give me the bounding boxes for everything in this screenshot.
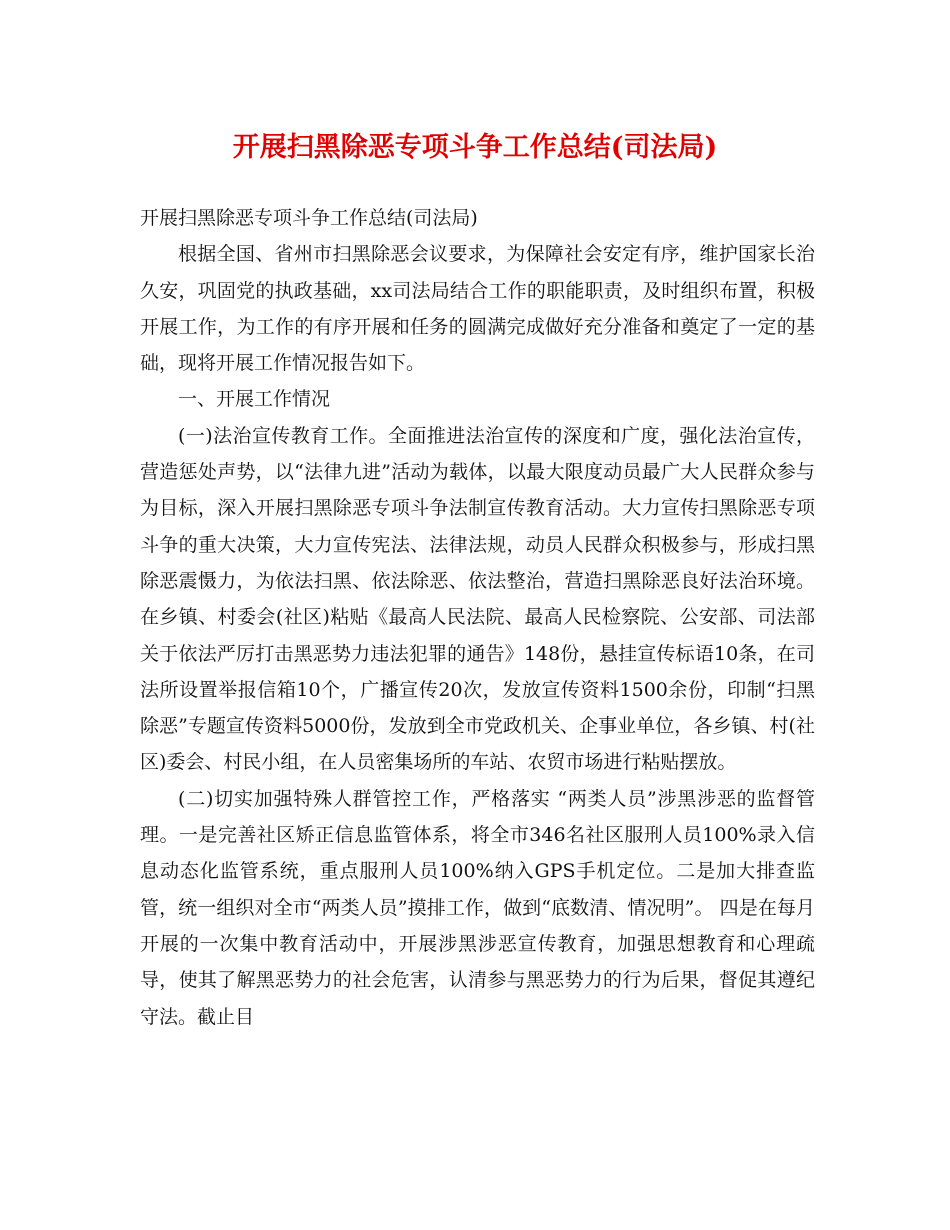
- paragraph-special-groups: (二)切实加强特殊人群管控工作，严格落实 “两类人员”涉黑涉恶的监督管理。一是完善社区矫正信息监管体系，将全市346名社区服刑人员100%录入信息动态化监管系统，重点服刑人员100%纳入GPS手机定位。二是加大排查监管，统一组织对全市“两类人员”摸排工作，做到“底数清、情况明”。 四是在每月开展的一次集中教育活动中，开展涉黑涉恶宣传教育，加强思想教育和心理疏导，使其了解黑恶势力的社会危害，认清参与黑恶势力的行为后果，督促其遵纪守法。截止目: [140, 787, 815, 1028]
- intro-paragraph: 根据全国、省州市扫黑除恶会议要求，为保障社会安定有序，维护国家长治久安，巩固党的执政基础，xx司法局结合工作的职能职责，及时组织布置，积极开展工作，为工作的有序开展和任务的圆满完成做好充分准备和奠定了一定的基础，现将开展工作情况报告如下。: [140, 243, 815, 375]
- document-body: [140, 200, 815, 1035]
- section-heading: 一、开展工作情况: [178, 388, 331, 411]
- document-title: 开展扫黑除恶专项斗争工作总结(司法局): [232, 132, 718, 163]
- paragraph-legal-publicity: (一)法治宣传教育工作。全面推进法治宣传的深度和广度，强化法治宣传，营造惩处声势，以“法律九进”活动为载体，以最大限度动员最广大人民群众参与为目标，深入开展扫黑除恶专项斗争法制宣传教育活动。大力宣传扫黑除恶专项斗争的重大决策，大力宣传宪法、法律法规，动员人民群众积极参与，形成扫黑除恶震慑力，为依法扫黑、依法除恶、依法整治，营造扫黑除恶良好法治环境。在乡镇、村委会(社区)粘贴《最高人民法院、最高人民检察院、公安部、司法部关于依法严厉打击黑恶势力违法犯罪的通告》148份，悬挂宣传标语10条，在司法所设置举报信箱10个，广播宣传20次，发放宣传资料1500余份，印制“扫黑除恶”专题宣传资料5000份，发放到全市党政机关、企事业单位，各乡镇、村(社区)委会、村民小组，在人员密集场所的车站、农贸市场进行粘贴摆放。: [140, 424, 815, 774]
- subtitle-line: 开展扫黑除恶专项斗争工作总结(司法局): [140, 207, 478, 229]
